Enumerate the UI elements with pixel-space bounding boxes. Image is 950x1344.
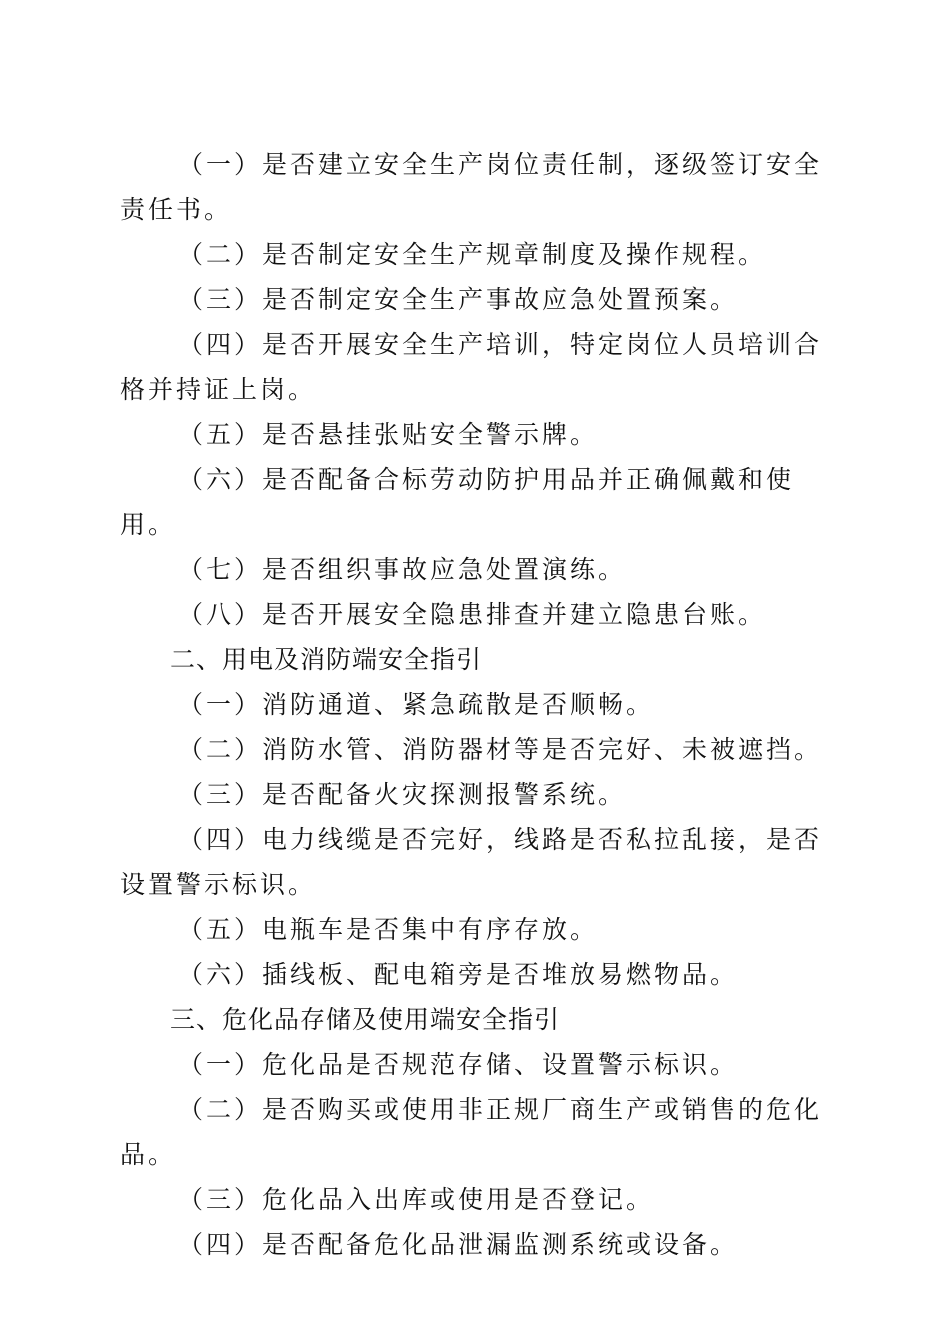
s2-item-1: （一）消防通道、紧急疏散是否顺畅。 [178, 690, 655, 719]
document-body [120, 142, 825, 1267]
s1-item-7: （七）是否组织事故应急处置演练。 [178, 555, 627, 584]
section3-heading: 三、危化品存储及使用端安全指引 [170, 1005, 561, 1034]
s1-item-2: （二）是否制定安全生产规章制度及操作规程。 [178, 240, 767, 269]
s2-item-5: （五）电瓶车是否集中有序存放。 [178, 915, 599, 944]
s3-item-4: （四）是否配备危化品泄漏监测系统或设备。 [178, 1230, 739, 1259]
s3-item-3: （三）危化品入出库或使用是否登记。 [178, 1185, 655, 1214]
s1-item-1: （一）是否建立安全生产岗位责任制，逐级签订安全责任书。 [120, 150, 823, 224]
section2-heading: 二、用电及消防端安全指引 [170, 645, 483, 674]
s2-item-4: （四）电力线缆是否完好，线路是否私拉乱接，是否设置警示标识。 [120, 825, 823, 899]
s3-item-2: （二）是否购买或使用非正规厂商生产或销售的危化品。 [120, 1095, 823, 1169]
s1-item-6: （六）是否配备合标劳动防护用品并正确佩戴和使用。 [120, 465, 795, 539]
s3-item-1: （一）危化品是否规范存储、设置警示标识。 [178, 1050, 739, 1079]
s1-item-3: （三）是否制定安全生产事故应急处置预案。 [178, 285, 739, 314]
s1-item-4: （四）是否开展安全生产培训，特定岗位人员培训合格并持证上岗。 [120, 330, 823, 404]
s1-item-8: （八）是否开展安全隐患排查并建立隐患台账。 [178, 600, 767, 629]
s2-item-2: （二）消防水管、消防器材等是否完好、未被遮挡。 [178, 735, 823, 764]
s2-item-3: （三）是否配备火灾探测报警系统。 [178, 780, 627, 809]
s2-item-6: （六）插线板、配电箱旁是否堆放易燃物品。 [178, 960, 739, 989]
s1-item-5: （五）是否悬挂张贴安全警示牌。 [178, 420, 599, 449]
